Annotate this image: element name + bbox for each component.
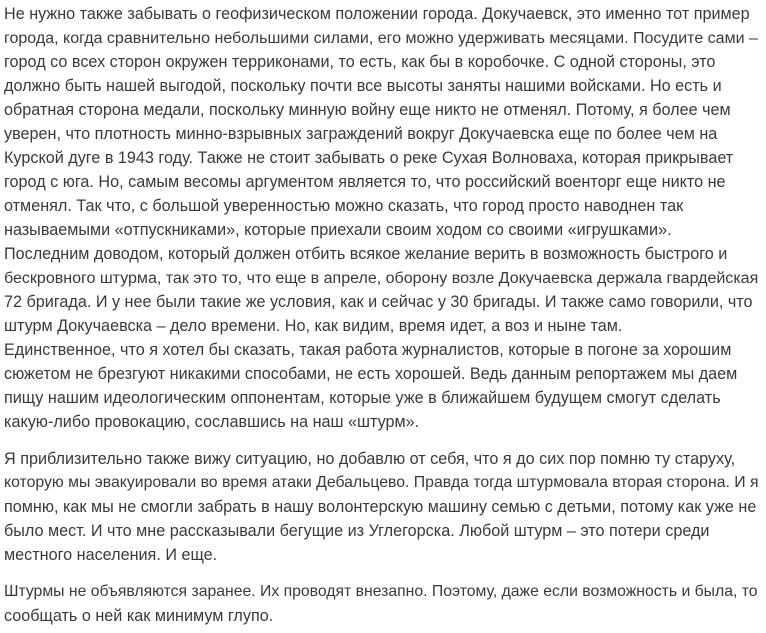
text-line: отменял. Так что, с большой уверенностью можно сказать, что город просто наводнен так xyxy=(4,197,684,215)
text-line: называемыми «отпускниками», которые приехали своим ходом со своими «игрушками». xyxy=(4,221,672,239)
text-line: Штурмы не объявляются заранее. Их проводят внезапно. Поэтому, даже если возможность и была, то xyxy=(4,583,758,600)
text-line: сообщать о ней как минимум глупо. xyxy=(4,607,274,625)
text-line: какую-либо провокацию, сославшись на наш «штурм». xyxy=(4,413,420,431)
text-line: обратная сторона медали, поскольку минную войну еще никто не отменял. Потому, я более чем xyxy=(4,101,731,119)
text-line: должно быть нашей выгодой, поскольку почти все высоты заняты нашими войсками. Но есть и xyxy=(4,77,722,95)
paragraph-situation xyxy=(4,447,762,567)
text-line: Я приблизительно также вижу ситуацию, но добавлю от себя, что я до сих пор помню ту старуху, xyxy=(4,450,736,468)
text-line: Последним доводом, который должен отбить всякое желание верить в возможность быстрого и xyxy=(4,245,728,263)
text-line: сюжетом не брезгуют никакими способами, не есть хорошей. Ведь данным репортажем мы даем xyxy=(4,365,738,383)
article-body xyxy=(4,2,762,628)
text-line: местного населения. И еще. xyxy=(4,546,218,564)
text-line: Единственное, что я хотел бы сказать, такая работа журналистов, которые в погоне за хорошим xyxy=(4,341,732,359)
text-line: штурм Докучаевска – дело времени. Но, как видим, время идет, а воз и ныне там. xyxy=(4,317,623,335)
text-line: город со всех сторон окружен терриконами, то есть, как бы в коробочке. С одной стороны, это xyxy=(4,53,716,71)
paragraph-conclusion xyxy=(4,580,762,628)
paragraph-geography xyxy=(4,2,762,434)
text-line: пищу нашим идеологическим оппонентам, которые уже в ближайшем будущем смогут сделать xyxy=(4,389,721,407)
text-line: 72 бригада. И у нее были такие же условия, как и сейчас у 30 бригады. И также само говорили, что xyxy=(4,293,753,311)
text-line: было мест. И что мне рассказывали бегущие из Углегорска. Любой штурм – это потери среди xyxy=(4,522,710,540)
text-line: Курской дуге в 1943 году. Также не стоит забывать о реке Сухая Волноваха, которая прикрывает xyxy=(4,149,734,167)
text-line: Не нужно также забывать о геофизическом положении города. Докучаевск, это именно тот пример xyxy=(4,5,750,23)
text-line: которую мы эвакуировали во время атаки Дебальцево. Правда тогда штурмовала вторая сторона. И я xyxy=(4,474,759,491)
text-line: города, когда сравнительно небольшими силами, его можно удерживать месяцами. Посудите сами – xyxy=(4,29,758,47)
text-line: уверен, что плотность минно-взрывных заграждений вокруг Докучаевска еще по более чем на xyxy=(4,125,718,143)
text-line: помню, как мы не смогли забрать в нашу волонтерскую машину семью с детьми, потому как уже не xyxy=(4,498,757,516)
text-line: город с юга. Но, самым весомы аргументом является то, что российский военторг еще никто не xyxy=(4,173,726,191)
text-line: бескровного штурма, так это то, что еще в апреле, оборону возле Докучаевска держала гвардейская xyxy=(4,269,759,287)
